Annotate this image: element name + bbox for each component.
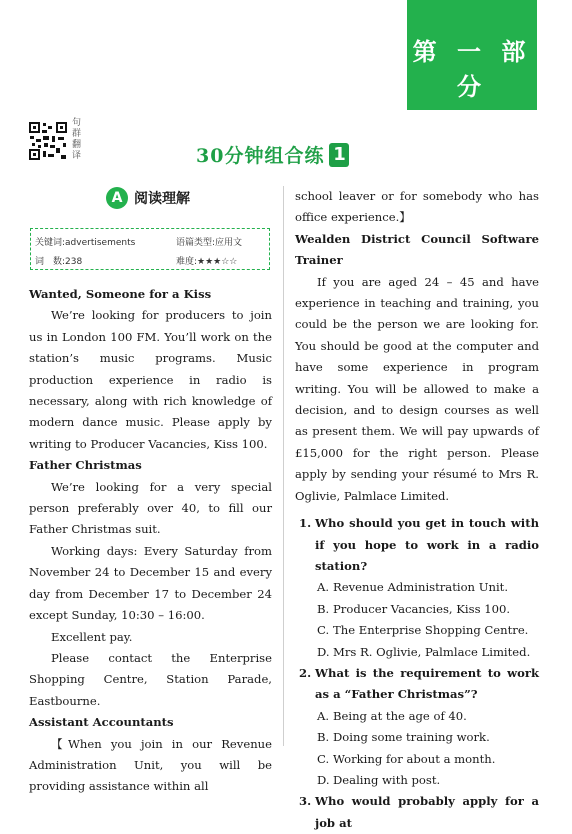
page-title: 30分钟组合练 [196,145,325,167]
lesson-number-badge: 1 [329,143,349,167]
ad-paragraph: If you are aged 24 – 45 and have experience in teaching and training, you could be the person we are looking for. You should be good at the computer and have some experience in program writing. You will be allowed to make a decision, and to design courses as well as present them. We will pay upwards of £15,000 for the right person. Please apply by sending your résumé to Mrs R. Oglivie, Palmlace Limited. [295,274,539,503]
qr-code-icon[interactable] [28,121,68,161]
ad-paragraph-continued: school leaver or for somebody who has office experience.】 [295,189,539,225]
question-number: 3. [299,794,312,809]
ad-paragraph: Working days: Every Saturday from November 24 to December 15 and every day from December 17 to December 24 except Sunday, 10:30 – 16:00. [29,543,272,623]
difficulty-rating: 难度:★★★☆☆ [176,257,238,267]
section-badge: A [106,187,128,209]
question-number: 1. [299,516,312,531]
ad-paragraph: 【When you join in our Revenue Administration Unit, you will be providing assistance within all [29,736,272,794]
question-3 [295,791,539,834]
ad-heading: Wealden District Council Software Trainer [295,231,539,268]
part-label: 第 一 部 分 [412,38,532,101]
question-1 [295,513,539,663]
part-banner [407,0,537,152]
question-2 [295,663,539,791]
answer-option[interactable]: D. Mrs R. Oglivie, Palmlace Limited. [317,644,531,659]
section-title: 阅读理解 [134,191,190,207]
page-title-wrap [196,141,349,168]
keywords: 关键词:advertisements [35,238,136,248]
left-column [29,284,272,798]
question-stem: Who would probably apply for a job at [315,794,539,830]
qr-label: 句群翻译 [72,118,82,161]
right-column [295,186,539,834]
ad-paragraph: Please contact the Enterprise Shopping Centre, Station Parade, Eastbourne. [29,650,272,708]
answer-option[interactable]: B. Doing some training work. [317,730,490,745]
ad-heading: Assistant Accountants [29,715,174,730]
ad-paragraph: We’re looking for producers to join us in London 100 FM. You’ll work on the station’s music programs. Music production experience in radio is necessary, along with rich knowledge of modern dance music. Please apply by writing to Producer Vacancies, Kiss 100. [29,308,272,451]
section-header [106,187,190,209]
ad-heading: Wanted, Someone for a Kiss [29,287,212,301]
column-divider [283,186,284,746]
answer-option[interactable]: A. Being at the age of 40. [317,708,467,723]
ad-paragraph: Excellent pay. [51,629,133,644]
part-subtitle: 基础过关 [407,122,536,152]
passage-info-box [30,228,270,270]
question-stem: What is the requirement to work as a “Father Christmas”? [315,665,539,702]
answer-option[interactable]: C. The Enterprise Shopping Centre. [317,623,529,638]
answer-option[interactable]: D. Dealing with post. [317,772,441,787]
word-count: 词 数:238 [35,257,83,267]
answer-option[interactable]: A. Revenue Administration Unit. [317,580,509,595]
answer-option[interactable]: C. Working for about a month. [317,751,496,766]
question-stem: Who should you get in touch with if you hope to work in a radio station? [315,516,539,573]
ad-paragraph: We’re looking for a very special person preferably over 40, to fill our Father Christmas suit. [29,479,272,537]
ad-heading: Father Christmas [29,458,142,473]
genre: 语篇类型:应用文 [176,238,243,248]
answer-option[interactable]: B. Producer Vacancies, Kiss 100. [317,601,511,616]
question-number: 2. [299,665,312,680]
